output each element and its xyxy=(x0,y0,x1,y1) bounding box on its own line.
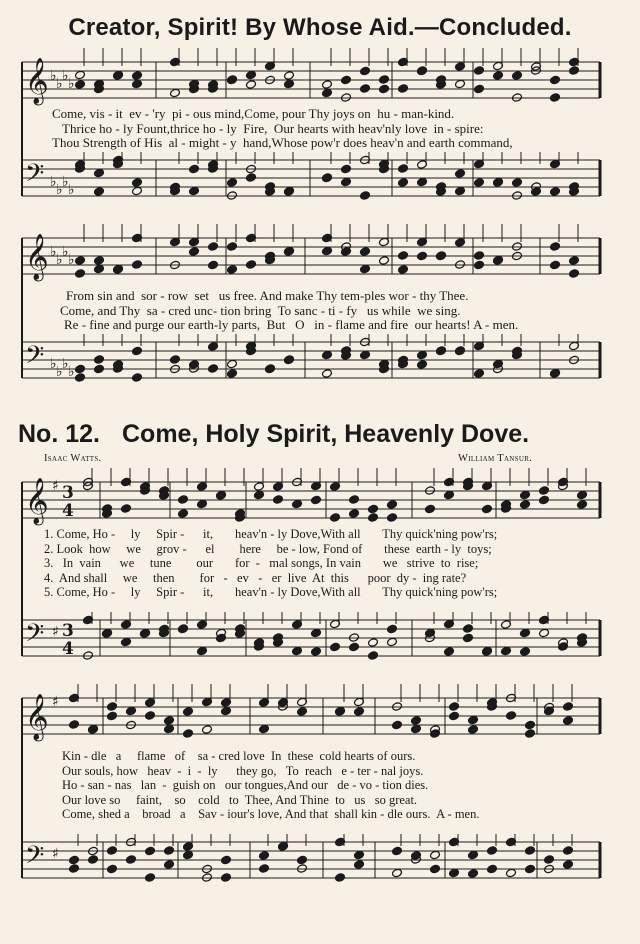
note-head xyxy=(75,269,86,279)
note-head xyxy=(360,264,371,274)
note-head xyxy=(330,642,341,652)
note-head xyxy=(392,868,403,878)
flat-sign: ♭ xyxy=(62,68,69,84)
words-credit: Isaac Watts. xyxy=(44,453,102,464)
flat-sign: ♭ xyxy=(68,252,75,268)
note-head xyxy=(75,373,86,383)
flat-sign: ♭ xyxy=(56,364,63,380)
note-head xyxy=(417,360,428,370)
note-head xyxy=(297,707,308,717)
note-head xyxy=(520,628,531,638)
lyrics-system-4 xyxy=(62,749,479,822)
bass-clef: 𝄢 xyxy=(25,619,45,654)
note-head xyxy=(246,260,257,270)
note-head xyxy=(107,711,118,721)
note-head xyxy=(512,93,523,103)
hymn-number: No. 12. xyxy=(18,420,100,448)
note-head xyxy=(189,186,200,196)
note-head xyxy=(322,350,333,360)
note-head xyxy=(94,264,105,274)
note-head xyxy=(360,66,371,76)
note-head xyxy=(311,628,322,638)
note-head xyxy=(468,725,479,735)
note-head xyxy=(292,499,303,509)
flat-sign: ♭ xyxy=(56,182,63,198)
note-head xyxy=(322,369,333,379)
note-head xyxy=(368,651,379,661)
note-head xyxy=(398,251,409,261)
note-head xyxy=(487,846,498,856)
flat-sign: ♭ xyxy=(56,252,63,268)
note-head xyxy=(417,177,428,187)
note-head xyxy=(379,75,390,85)
bass-clef: 𝄢 xyxy=(25,341,45,376)
note-head xyxy=(349,642,360,652)
note-head xyxy=(425,504,436,514)
note-head xyxy=(525,720,536,730)
flat-sign: ♭ xyxy=(50,174,57,190)
note-head xyxy=(360,84,371,94)
note-head xyxy=(577,500,588,510)
note-head xyxy=(208,364,219,374)
lyric-line: 4. And shall we then for - ev - er live At this poor dy - ing rate? xyxy=(44,570,467,585)
note-head xyxy=(132,186,143,196)
note-head xyxy=(208,242,219,252)
note-head xyxy=(322,88,333,98)
note-head xyxy=(69,864,80,874)
sharp-sign: ♯ xyxy=(52,694,59,710)
note-head xyxy=(539,486,550,496)
note-head xyxy=(189,164,200,174)
lyric-line: Thou Strength of His al - might - y hand,Whose pow'r does heav'n and earth command, xyxy=(52,135,513,150)
note-head xyxy=(360,350,371,360)
note-head xyxy=(246,80,257,90)
note-head xyxy=(145,711,156,721)
lyrics-system-3 xyxy=(44,527,497,600)
lyric-line: Our love so faint, so cold to Thee, And Thine to us so great. xyxy=(62,792,418,807)
lyric-line: 1. Come, Ho - ly Spir - it, heav'n - ly Dove,With all Thy quick'ning pow'rs; xyxy=(44,527,498,541)
sharp-sign: ♯ xyxy=(52,624,59,640)
note-head xyxy=(525,864,536,874)
note-head xyxy=(178,495,189,505)
note-head xyxy=(221,855,232,865)
note-head xyxy=(132,346,143,356)
flat-sign: ♭ xyxy=(50,68,57,84)
flat-sign: ♭ xyxy=(62,174,69,190)
note-head xyxy=(354,860,365,870)
sharp-sign: ♯ xyxy=(52,846,59,862)
note-head xyxy=(75,256,86,266)
lyric-line: 2. Look how we grov - el here be - low, Fond of these earth - ly toys; xyxy=(44,541,492,556)
note-head xyxy=(444,647,455,657)
note-head xyxy=(335,873,346,883)
note-head xyxy=(398,178,409,188)
note-head xyxy=(107,702,118,712)
note-head xyxy=(132,79,143,89)
note-head xyxy=(69,855,80,865)
time-signature-top: 3 xyxy=(62,483,74,503)
note-head xyxy=(227,178,238,188)
note-head xyxy=(170,88,181,98)
note-head xyxy=(398,265,409,275)
note-head xyxy=(444,490,455,500)
note-head xyxy=(246,173,257,183)
note-head xyxy=(69,720,80,730)
flat-sign: ♭ xyxy=(56,76,63,92)
note-head xyxy=(563,860,574,870)
note-head xyxy=(449,711,460,721)
note-head xyxy=(474,66,485,76)
note-head xyxy=(455,169,466,179)
note-head xyxy=(322,246,333,256)
note-head xyxy=(227,242,238,252)
note-head xyxy=(430,864,441,874)
note-head xyxy=(197,499,208,509)
note-head xyxy=(183,850,194,860)
note-head xyxy=(354,707,365,717)
note-head xyxy=(463,633,474,643)
note-head xyxy=(121,637,132,647)
note-head xyxy=(550,75,561,85)
note-head xyxy=(430,850,441,860)
note-head xyxy=(569,256,580,266)
flat-sign: ♭ xyxy=(50,356,57,372)
note-head xyxy=(368,513,379,523)
note-head xyxy=(550,187,561,197)
flat-sign: ♭ xyxy=(62,356,69,372)
note-head xyxy=(183,707,194,717)
flat-sign: ♭ xyxy=(50,244,57,260)
note-head xyxy=(387,624,398,634)
lyric-line: Thrice ho - ly Fount,thrice ho - ly Fire, Our hearts with heav'nly love in - spire: xyxy=(62,120,484,136)
lyric-line: Our souls, how heav - i - ly they go, To reach e - ter - nal joys. xyxy=(62,763,424,778)
note-head xyxy=(449,868,460,878)
note-head xyxy=(368,504,379,514)
treble-clef: 𝄞 xyxy=(25,694,49,740)
note-head xyxy=(75,364,86,374)
treble-clef: 𝄞 xyxy=(25,234,49,280)
lyric-line: From sin and sor - row set us free. And make Thy tem-ples wor - thy Thee. xyxy=(66,288,469,303)
note-head xyxy=(107,846,118,856)
lyric-line: Come, and Thy sa - cred unc- tion bring To sanc - ti - fy us while we sing. xyxy=(60,302,461,318)
note-head xyxy=(284,71,295,81)
note-head xyxy=(520,500,531,510)
note-head xyxy=(512,71,523,81)
note-head xyxy=(341,177,352,187)
note-head xyxy=(493,71,504,81)
note-head xyxy=(563,846,574,856)
note-head xyxy=(145,846,156,856)
note-head xyxy=(474,260,485,270)
note-head xyxy=(349,495,360,505)
bass-clef: 𝄢 xyxy=(25,841,45,876)
note-head xyxy=(341,164,352,174)
note-head xyxy=(506,711,517,721)
note-head xyxy=(520,647,531,657)
lyric-line: Kin - dle a flame of sa - cred love In these cold hearts of ours. xyxy=(62,749,416,763)
lyric-line: 3. In vain we tune our for - mal songs, In vain we strive to rise; xyxy=(44,556,479,570)
note-head xyxy=(121,504,132,514)
note-head xyxy=(368,638,379,648)
note-head xyxy=(183,729,194,739)
note-head xyxy=(170,355,181,365)
music-credit: William Tansur. xyxy=(458,453,533,464)
note-head xyxy=(392,846,403,856)
note-head xyxy=(254,490,265,500)
time-signature-bottom: 4 xyxy=(62,501,74,521)
note-head xyxy=(520,490,531,500)
note-head xyxy=(202,725,213,735)
note-head xyxy=(387,500,398,510)
note-head xyxy=(107,864,118,874)
treble-clef: 𝄞 xyxy=(25,58,49,104)
note-head xyxy=(544,855,555,865)
note-head xyxy=(539,495,550,505)
note-head xyxy=(506,868,517,878)
note-head xyxy=(284,79,295,89)
note-head xyxy=(227,359,238,369)
note-head xyxy=(75,70,86,80)
note-head xyxy=(411,724,422,734)
note-head xyxy=(164,860,175,870)
note-head xyxy=(164,716,175,726)
treble-clef: 𝄞 xyxy=(25,478,49,524)
note-head xyxy=(94,256,105,266)
hymn-title: Come, Holy Spirit, Heavenly Dove. xyxy=(122,420,530,448)
note-head xyxy=(189,247,200,257)
note-head xyxy=(322,80,333,90)
note-head xyxy=(88,855,99,865)
note-head xyxy=(468,850,479,860)
note-head xyxy=(197,646,208,656)
note-head xyxy=(259,864,270,874)
note-head xyxy=(360,191,371,201)
note-head xyxy=(463,624,474,634)
lyric-line: Ho - san - nas lan - guish on our tongues,And our de - vo - tion dies. xyxy=(62,778,429,792)
note-head xyxy=(387,513,398,523)
note-head xyxy=(349,509,360,519)
note-head xyxy=(392,720,403,730)
note-head xyxy=(474,84,485,94)
note-head xyxy=(221,873,232,883)
note-head xyxy=(379,256,390,266)
note-head xyxy=(525,729,536,739)
note-head xyxy=(360,247,371,257)
note-head xyxy=(569,66,580,76)
note-head xyxy=(259,851,270,861)
note-head xyxy=(550,93,561,103)
note-head xyxy=(292,646,303,656)
note-head xyxy=(208,260,219,270)
note-head xyxy=(417,350,428,360)
note-head xyxy=(539,628,550,638)
note-head xyxy=(474,369,485,379)
note-head xyxy=(221,706,232,716)
note-head xyxy=(178,509,189,519)
note-head xyxy=(577,490,588,500)
note-head xyxy=(75,80,86,90)
note-head xyxy=(501,646,512,656)
note-head xyxy=(311,647,322,657)
note-head xyxy=(227,265,238,275)
note-head xyxy=(563,716,574,726)
note-head xyxy=(273,495,284,505)
lyrics-system-2 xyxy=(60,288,519,333)
note-head xyxy=(132,71,143,81)
note-head xyxy=(259,724,270,734)
note-head xyxy=(449,702,460,712)
lyric-line: 5. Come, Ho - ly Spir - it, heav'n - ly Dove,With all Thy quick'ning pow'rs; xyxy=(44,585,498,599)
bass-clef: 𝄢 xyxy=(25,159,45,194)
note-head xyxy=(525,846,536,856)
note-head xyxy=(487,864,498,874)
flat-sign: ♭ xyxy=(62,244,69,260)
note-head xyxy=(455,186,466,196)
note-head xyxy=(398,84,409,94)
note-head xyxy=(94,187,105,197)
note-head xyxy=(387,637,398,647)
note-head xyxy=(227,369,238,379)
sharp-sign: ♯ xyxy=(52,478,59,494)
note-head xyxy=(474,178,485,188)
note-head xyxy=(126,706,137,716)
note-head xyxy=(482,504,493,514)
note-head xyxy=(94,168,105,178)
note-head xyxy=(132,260,143,270)
note-head xyxy=(563,702,574,712)
note-head xyxy=(94,355,105,365)
note-head xyxy=(94,364,105,374)
note-head xyxy=(246,70,257,80)
flat-sign: ♭ xyxy=(68,76,75,92)
flat-sign: ♭ xyxy=(68,182,75,198)
note-head xyxy=(132,373,143,383)
note-head xyxy=(164,846,175,856)
flat-sign: ♭ xyxy=(68,364,75,380)
note-head xyxy=(550,260,561,270)
note-head xyxy=(398,164,409,174)
note-head xyxy=(411,716,422,726)
note-head xyxy=(417,251,428,261)
note-head xyxy=(512,178,523,188)
lyric-line: Re - fine and purge our earth-ly parts, But O in - flame and fire our hearts! A - men. xyxy=(64,317,519,332)
note-head xyxy=(126,855,137,865)
note-head xyxy=(311,495,322,505)
note-head xyxy=(569,269,580,279)
note-head xyxy=(132,178,143,188)
page-title: Creator, Spirit! By Whose Aid.—Concluded. xyxy=(68,14,572,41)
time-signature-top: 3 xyxy=(62,621,74,641)
note-head xyxy=(354,850,365,860)
lyric-line: Come, shed a broad a Sav - iour's love, And that shall kin - dle ours. A - men. xyxy=(62,807,480,821)
note-head xyxy=(379,84,390,94)
time-signature-bottom: 4 xyxy=(62,639,74,659)
note-head xyxy=(550,242,561,252)
note-head xyxy=(164,724,175,734)
note-head xyxy=(341,75,352,85)
note-head xyxy=(145,873,156,883)
lyrics-system-1 xyxy=(52,107,513,151)
note-head xyxy=(468,715,479,725)
note-head xyxy=(468,869,479,879)
note-head xyxy=(297,855,308,865)
note-head xyxy=(330,513,341,523)
lyric-line: Come, vis - it ev - 'ry pi - ous mind,Come, pour Thy joys on hu - man-kind. xyxy=(52,106,455,121)
note-head xyxy=(474,251,485,261)
note-head xyxy=(455,79,466,89)
